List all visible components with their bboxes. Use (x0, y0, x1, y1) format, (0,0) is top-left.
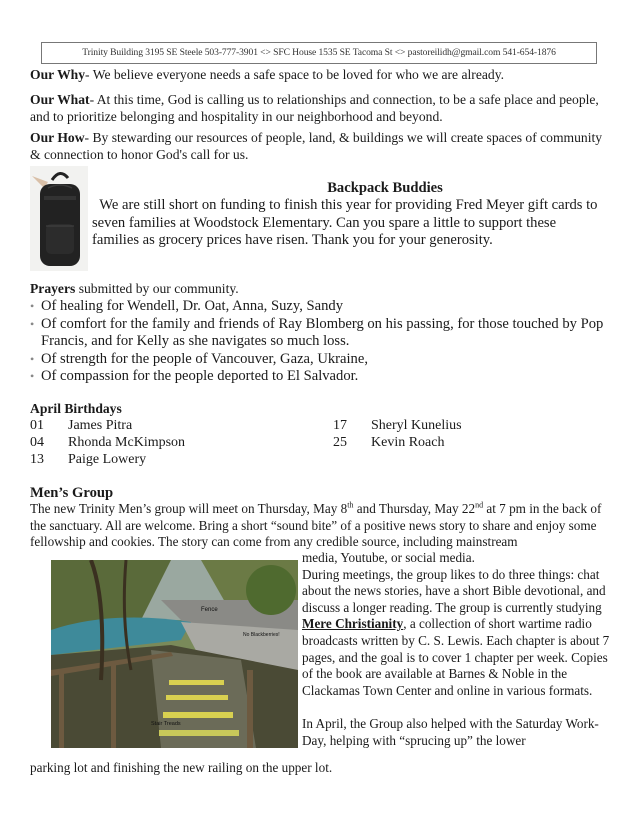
backpack-title: Backpack Buddies (327, 180, 443, 196)
mens-group-last-line: parking lot and finishing the new railing on the upper lot. (30, 760, 333, 775)
spacer (302, 699, 612, 716)
our-what-label: Our What (30, 92, 90, 107)
birthday-day: 25 (333, 435, 347, 450)
birthday-name: Paige Lowery (68, 452, 147, 467)
backpack-body-text: We are still short on funding to finish this year for providing Fred Meyer gift cards to seven families at Woodstock Elementary. Can you spare a little to support these families as grocery prices have risen. Thank you for your generosity. (92, 197, 598, 248)
bullet-icon: • (30, 299, 35, 313)
bullet-icon: • (30, 369, 35, 383)
list-item (30, 298, 615, 316)
workday-paragraph: In April, the Group also helped with the Saturday Work-Day, helping with “sprucing up” the lower (302, 715, 599, 748)
birthday-entry (30, 417, 132, 434)
our-what-text: - At this time, God is calling us to relationships and connection, to be a safe place and people, and to prioritize belonging and hospitality in our neighborhood and beyond. (30, 92, 599, 124)
mens-group-details (302, 550, 612, 749)
intro-text: The new Trinity Men’s group will meet on Thursday, May 8 (30, 501, 348, 516)
our-why (30, 66, 615, 83)
birthday-name: Sheryl Kunelius (371, 418, 462, 433)
contact-header: Trinity Building 3195 SE Steele 503-777-3901 <> SFC House 1535 SE Tacoma St <> pastoreilidh@gmail.com 541-654-1876 (41, 42, 597, 64)
birthday-entry (30, 434, 185, 451)
our-why-label: Our Why (30, 67, 86, 82)
prayers-heading (30, 281, 239, 297)
birthday-name: Rhonda McKimpson (68, 435, 186, 450)
birthdays-title: April Birthdays (30, 401, 122, 416)
list-item (30, 316, 615, 351)
our-how (30, 129, 615, 163)
backpack-body (92, 197, 604, 250)
birthday-entry (333, 417, 462, 434)
birthday-day: 17 (333, 418, 347, 433)
our-why-text: - We believe everyone needs a safe space to be loved for who we are already. (85, 67, 505, 82)
photo-label-blackberries: No Blackberries! (243, 632, 280, 638)
bullet-icon: • (30, 316, 35, 331)
stairs-photo (51, 560, 298, 748)
our-how-text: - By stewarding our resources of people, land, & buildings we will create spaces of community & connection to honor God's call for us. (30, 130, 603, 162)
prayer-text: Of strength for the people of Vancouver, Gaza, Ukraine, (41, 350, 368, 367)
bullet-icon: • (30, 351, 35, 366)
details-text: , a collection of short wartime radio broadcasts written by C. S. Lewis. Each chapter is about 7 pages, and the goal is to cover 1 chapter per week. Copies of the book are available at Barnes & Noble in the Clackamas Town Center and online in various formats. (302, 616, 610, 698)
details-line: media, Youtube, or social media. (302, 550, 475, 565)
prayer-text: Of compassion for the people deported to El Salvador. (41, 368, 359, 384)
birthday-entry (333, 434, 444, 451)
ordinal-suffix: th (347, 500, 354, 510)
birthday-day: 01 (30, 418, 44, 433)
prayer-list (30, 298, 615, 386)
photo-label-fence: Fence (201, 607, 218, 613)
book-title: Mere Christianity (302, 616, 404, 632)
birthday-name: James Pitra (68, 418, 133, 433)
mens-group-title: Men’s Group (30, 485, 114, 501)
prayers-label: Prayers (30, 281, 76, 296)
intro-text: and Thursday, May 22 (353, 501, 476, 516)
list-item (30, 351, 615, 369)
ordinal-suffix: nd (475, 500, 484, 510)
prayer-text: Of comfort for the family and friends of Ray Blomberg on his passing, for those touched by Pop Francis, and for Kelly as she navigates so much loss. (41, 315, 604, 349)
our-how-label: Our How (30, 130, 85, 145)
mens-group-intro (30, 501, 610, 551)
birthday-day: 04 (30, 435, 44, 450)
prayers-intro: submitted by our community. (75, 281, 239, 296)
prayer-text: Of healing for Wendell, Dr. Oat, Anna, Suzy, Sandy (41, 298, 343, 314)
intro-text: at 7 pm in the back of the sanctuary. All are welcome. Bring a short “sound bite” of a positive news story to share and enjoy some fellowship and cookies. The story can come from any credible source, including mainstream (30, 501, 602, 550)
details-text: During meetings, the group likes to do three things: chat about the news stories, have a short Bible devotional, and discuss a longer reading. The group is currently studying (302, 566, 606, 615)
list-item (30, 368, 615, 386)
backpack-photo (30, 166, 88, 271)
details-paragraph (302, 567, 612, 700)
photo-label-stair-treads: Stair Treads (151, 721, 181, 727)
our-what (30, 91, 615, 125)
birthday-entry (30, 451, 146, 468)
birthday-name: Kevin Roach (371, 435, 445, 450)
birthday-day: 13 (30, 452, 44, 467)
